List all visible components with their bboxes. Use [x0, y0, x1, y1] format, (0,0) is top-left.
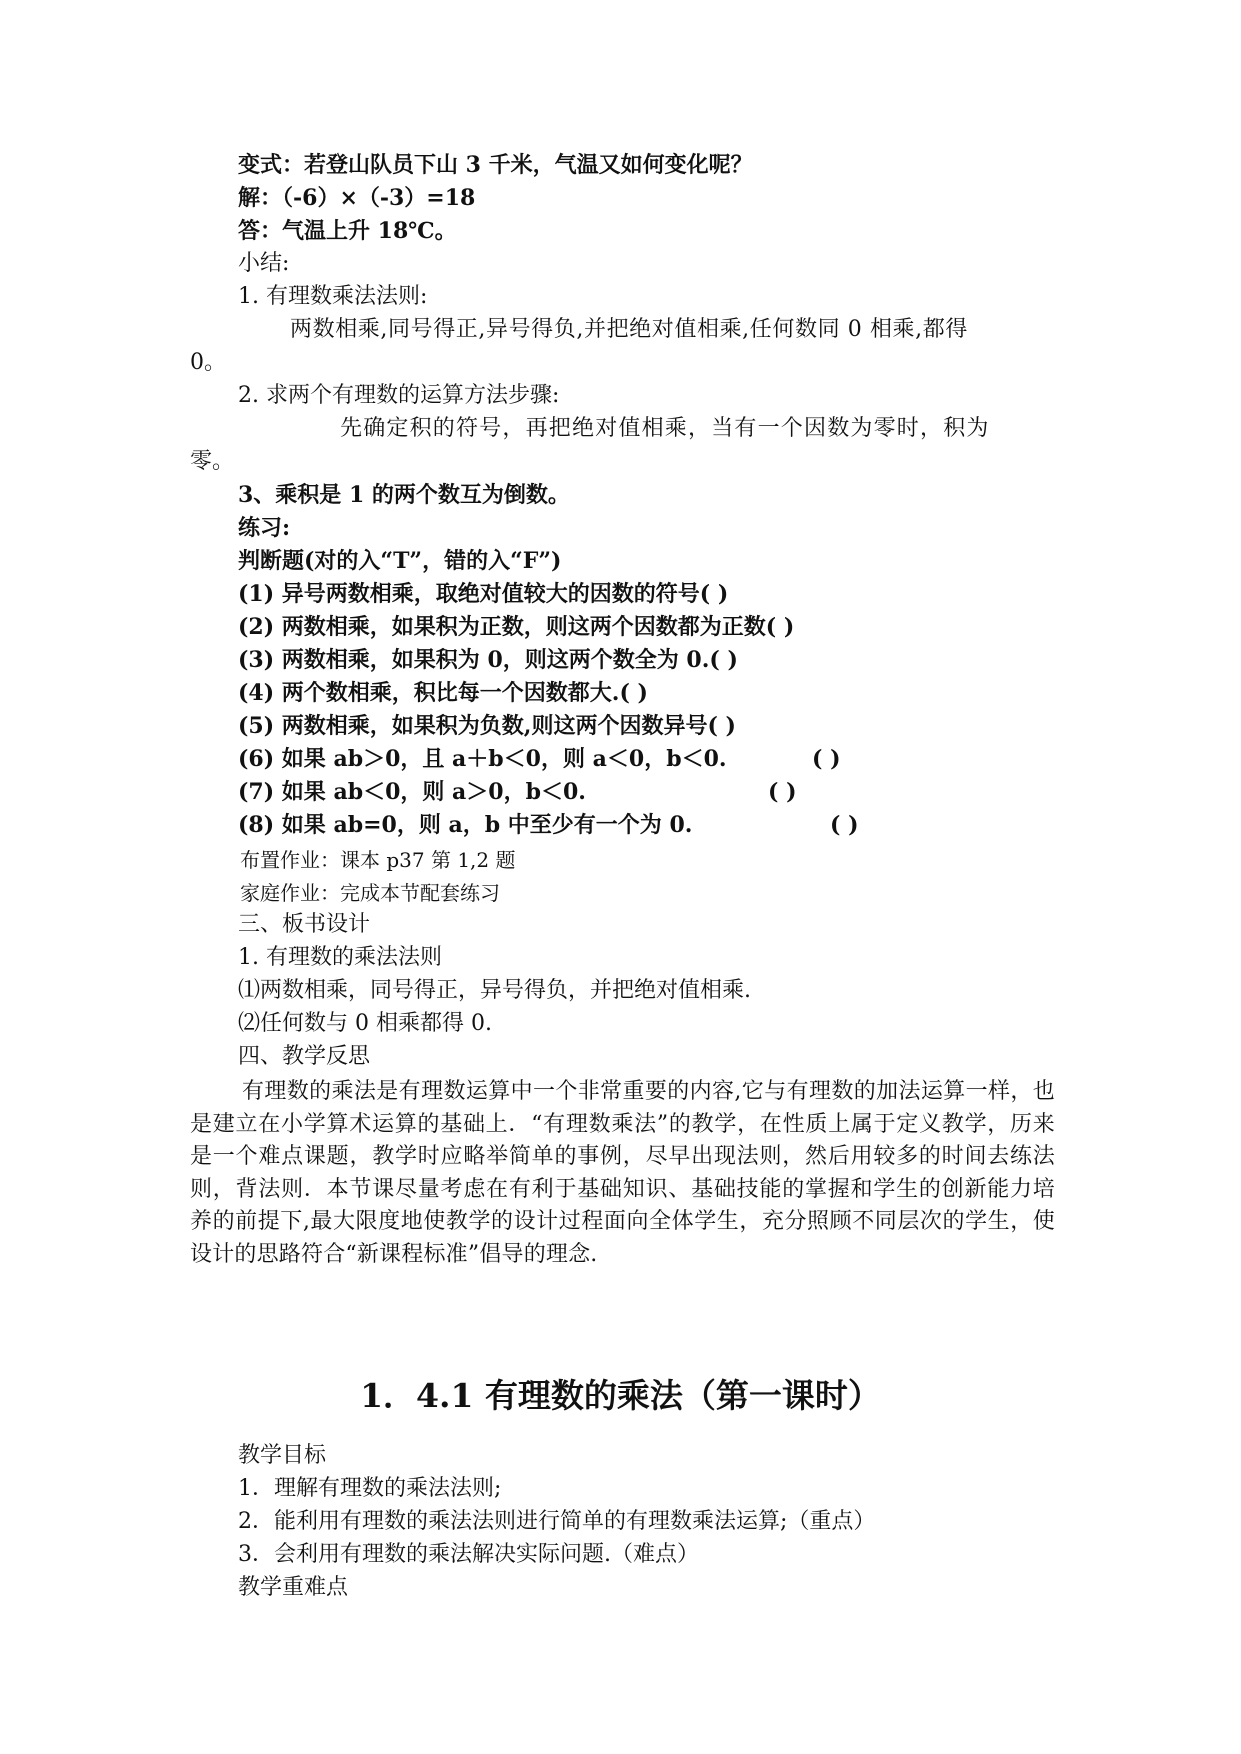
practice-item: (3) 两数相乘，如果积为 0，则这两个数全为 0.( ) — [238, 647, 738, 673]
objective-item: 1．理解有理数的乘法法则; — [238, 1476, 502, 1501]
homework-family: 家庭作业：完成本节配套练习 — [240, 881, 500, 905]
difficulties-heading: 教学重难点 — [238, 1575, 349, 1600]
objective-item: 3．会利用有理数的乘法解决实际问题.（难点） — [238, 1542, 699, 1567]
reflection-heading: 四、教学反思 — [238, 1044, 371, 1069]
practice-item: (5) 两数相乘，如果积为负数,则这两个因数异号( ) — [238, 713, 736, 739]
summary-reciprocal: 3、乘积是 1 的两个数互为倒数。 — [238, 482, 570, 508]
answer-blank: ( ) — [812, 746, 841, 772]
board-design-item: ⑵任何数与 0 相乘都得 0. — [238, 1011, 492, 1036]
practice-item: (1) 异号两数相乘，取绝对值较大的因数的符号( ) — [238, 581, 729, 607]
objective-item: 2．能利用有理数的乘法法则进行简单的有理数乘法运算;（重点） — [238, 1509, 876, 1534]
summary-heading: 小结: — [238, 251, 290, 276]
homework-assigned: 布置作业：课本 p37 第 1,2 题 — [240, 848, 516, 872]
board-design-heading: 三、板书设计 — [238, 912, 371, 937]
summary-steps-title: 2. 求两个有理数的运算方法步骤: — [238, 383, 560, 408]
answer-blank: ( ) — [830, 812, 859, 838]
practice-item: (4) 两个数相乘，积比每一个因数都大.( ) — [238, 680, 648, 706]
board-design-item: 1. 有理数的乘法法则 — [238, 945, 442, 970]
reflection-paragraph: 有理数的乘法是有理数运算中一个非常重要的内容,它与有理数的加法运算一样，也是建立在小学算术运算的基础上．“有理数乘法”的教学，在性质上属于定义教学，历来是一个难点课题，教学时应略举简单的事例，尽早出现法则，然后用较多的时间去练法则，背法则．本节课尽量考虑在有利于基础知识、基础技能的掌握和学生的创新能力培养的前提下,最大限度地使教学的设计过程面向全体学生，充分照顾不同层次的学生，使设计的思路符合“新课程标准”倡导的理念. — [190, 1079, 1055, 1267]
objectives-heading: 教学目标 — [238, 1443, 327, 1468]
answer-blank: ( ) — [768, 779, 797, 805]
summary-rule-text-cont: 0。 — [190, 350, 226, 375]
practice-item: (6) 如果 ab＞0，且 a＋b＜0，则 a＜0，b＜0. — [238, 746, 727, 772]
summary-steps-text: 先确定积的符号，再把绝对值相乘，当有一个因数为零时，积为 — [340, 416, 990, 441]
summary-rule-text: 两数相乘,同号得正,异号得负,并把绝对值相乘,任何数同 0 相乘,都得 — [290, 317, 968, 342]
board-design-item: ⑴两数相乘，同号得正，异号得负，并把绝对值相乘. — [238, 978, 751, 1003]
practice-item: (7) 如果 ab＜0，则 a＞0，b＜0. — [238, 779, 586, 805]
variant-answer: 答：气温上升 18℃。 — [238, 218, 457, 244]
lesson-title: 1．4.1 有理数的乘法（第一课时） — [360, 1376, 881, 1415]
practice-heading: 练习: — [238, 515, 291, 541]
variant-solution: 解：（-6）×（-3）=18 — [238, 185, 476, 211]
practice-instruction: 判断题(对的入“T”，错的入“F”) — [238, 548, 562, 574]
variant-question: 变式：若登山队员下山 3 千米，气温又如何变化呢？ — [238, 152, 753, 178]
summary-rule-title: 1. 有理数乘法法则: — [238, 284, 428, 309]
practice-item: (8) 如果 ab=0，则 a，b 中至少有一个为 0. — [238, 812, 693, 838]
practice-item: (2) 两数相乘，如果积为正数，则这两个因数都为正数( ) — [238, 614, 795, 640]
summary-steps-text-cont: 零。 — [190, 449, 235, 474]
